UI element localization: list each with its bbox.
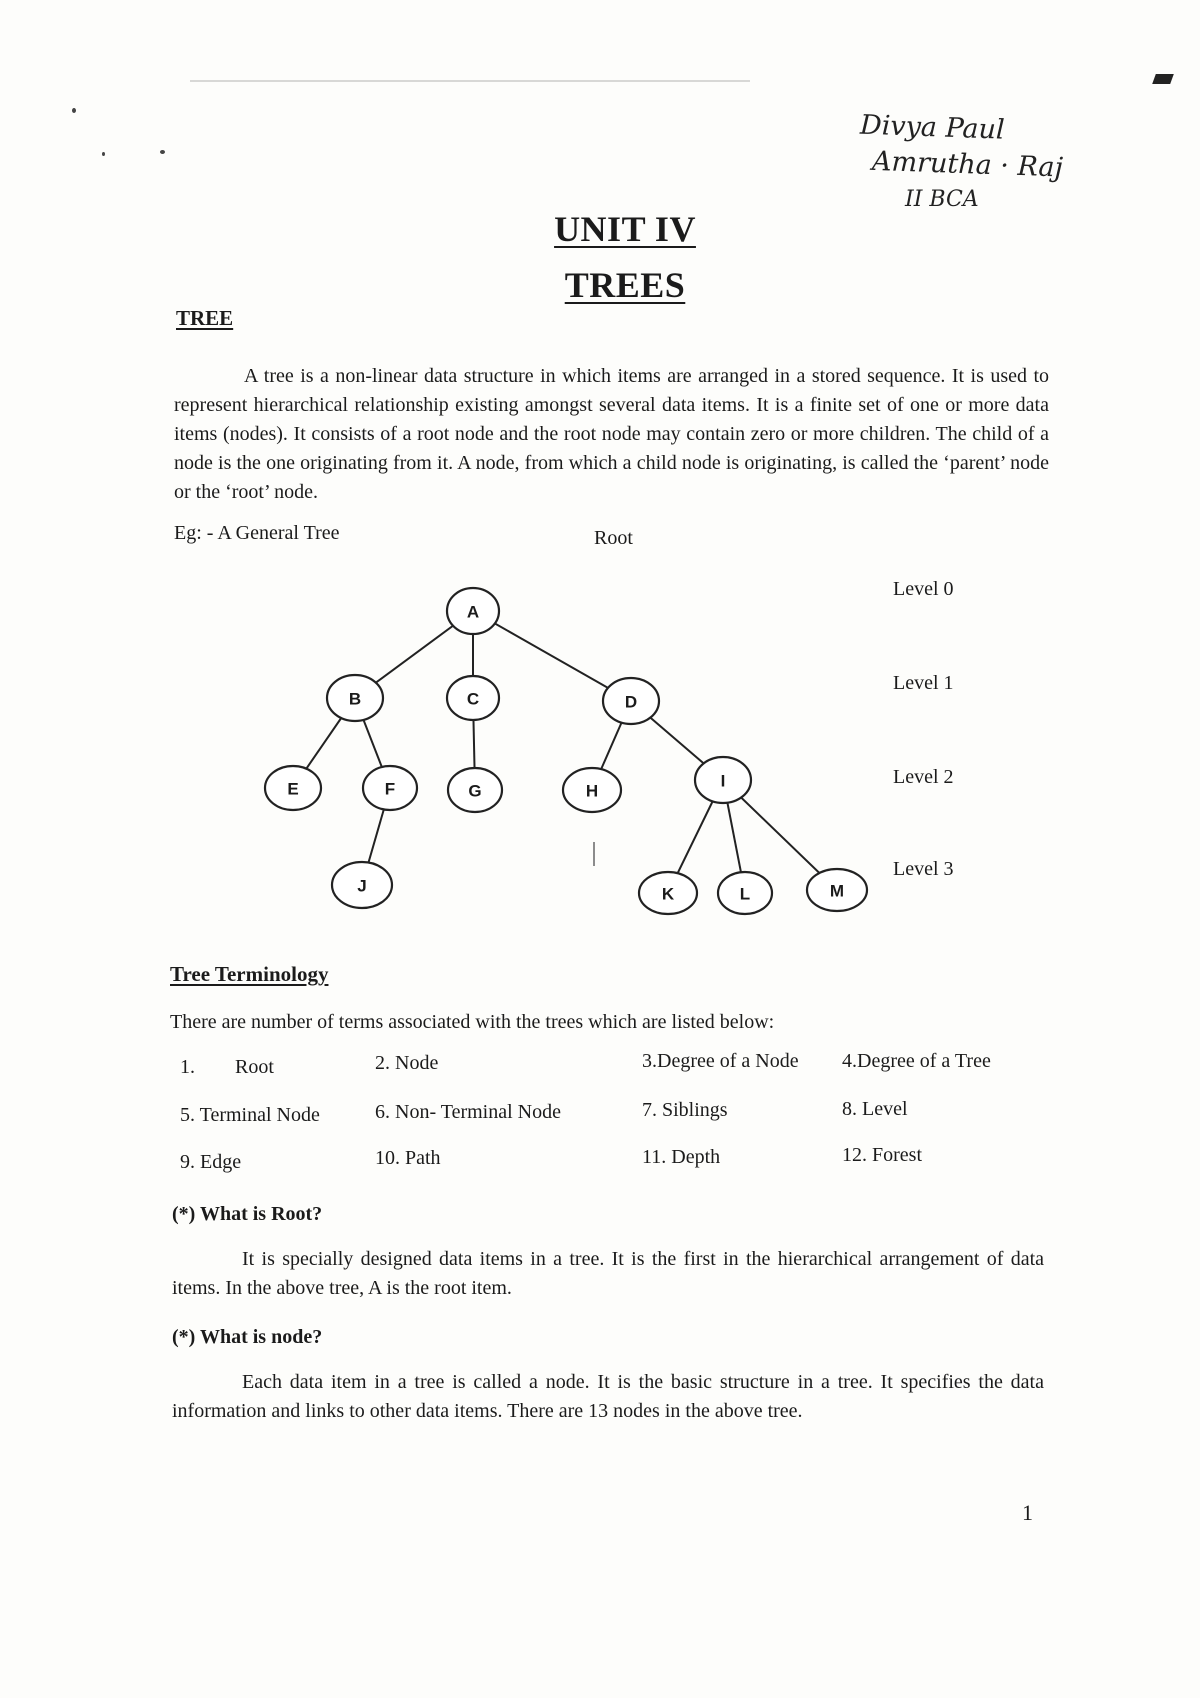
term-item: 2. Node [375,1052,439,1074]
tree-definition-text: A tree is a non-linear data structure in which items are arranged in a stored sequence. It is used to represent hierarchical relationship existing amongst several data items. It is a finite set of one or more data items (nodes). It consists of a root node and the root node may contain zero or more children. The child of a node is the one originating from it. A node, from which a child node is originating, is called the ‘parent’ node or the ‘root’ node. [174,365,1049,503]
node-label-h: H [585,781,599,801]
term-item: 7. Siblings [642,1099,728,1121]
question-root-heading: (*) What is Root? [172,1203,323,1225]
scan-speck [72,108,76,113]
node-label-f: F [384,779,396,799]
question-node-heading: (*) What is node? [172,1326,323,1348]
tree-definition-paragraph [174,362,1049,507]
level-2-label: Level 2 [893,766,954,788]
scan-speck [102,152,105,156]
node-label-k: K [661,884,675,904]
term-item: 6. Non- Terminal Node [375,1101,561,1123]
tree-section-heading: TREE [176,306,234,330]
page-number: 1 [1022,1500,1033,1525]
node-label-a: A [466,602,480,622]
term-item: 3.Degree of a Node [642,1050,799,1072]
node-label-j: J [357,876,367,896]
level-1-label: Level 1 [893,672,954,694]
terminology-heading: Tree Terminology [170,962,329,986]
term-item: 9. Edge [180,1151,242,1173]
handwritten-class: II BCA [905,186,979,212]
scan-edge-mark [1152,74,1174,84]
node-label-c: C [466,689,480,709]
level-0-label: Level 0 [893,578,954,600]
root-label: Root [594,527,633,549]
scan-artifact-line [190,80,750,82]
example-label: Eg: - A General Tree [174,522,340,544]
node-label-l: L [739,884,751,904]
term-item: 4.Degree of a Tree [842,1050,991,1072]
page-title [545,202,705,314]
term-item: 12. Forest [842,1144,922,1166]
term-item: 5. Terminal Node [180,1104,320,1126]
node-label-d: D [624,692,638,712]
terminology-intro: There are number of terms associated with the trees which are listed below: [170,1011,775,1033]
handwritten-note [859,109,1110,215]
handwritten-name-2: Amrutha · Raj [871,146,1064,184]
term-item: 8. Level [842,1098,908,1120]
node-answer-text: Each data item in a tree is called a node. It is the basic structure in a tree. It specifies the data information and links to other data items. There are 13 nodes in the above tree. [172,1371,1044,1422]
node-label-i: I [720,771,726,791]
general-tree-diagram [240,570,900,940]
handwritten-name-1: Divya Paul [859,109,1006,146]
term-item: 11. Depth [642,1146,721,1168]
scan-speck [160,150,165,154]
term-item: 10. Path [375,1147,441,1169]
tree-edges [293,611,837,893]
unit-heading: UNIT IV [554,209,696,249]
question-node-answer [172,1368,1044,1426]
question-root-answer [172,1245,1044,1303]
level-3-label: Level 3 [893,858,954,880]
trees-heading: TREES [564,264,686,305]
root-answer-text: It is specially designed data items in a tree. It is the first in the hierarchical arrangement of data items. In the above tree, A is the root item. [172,1248,1044,1299]
term-item: 1. Root [180,1056,274,1078]
node-label-m: M [829,881,845,901]
node-label-g: G [468,781,482,801]
node-label-e: E [287,779,299,799]
node-label-b: B [348,689,362,709]
